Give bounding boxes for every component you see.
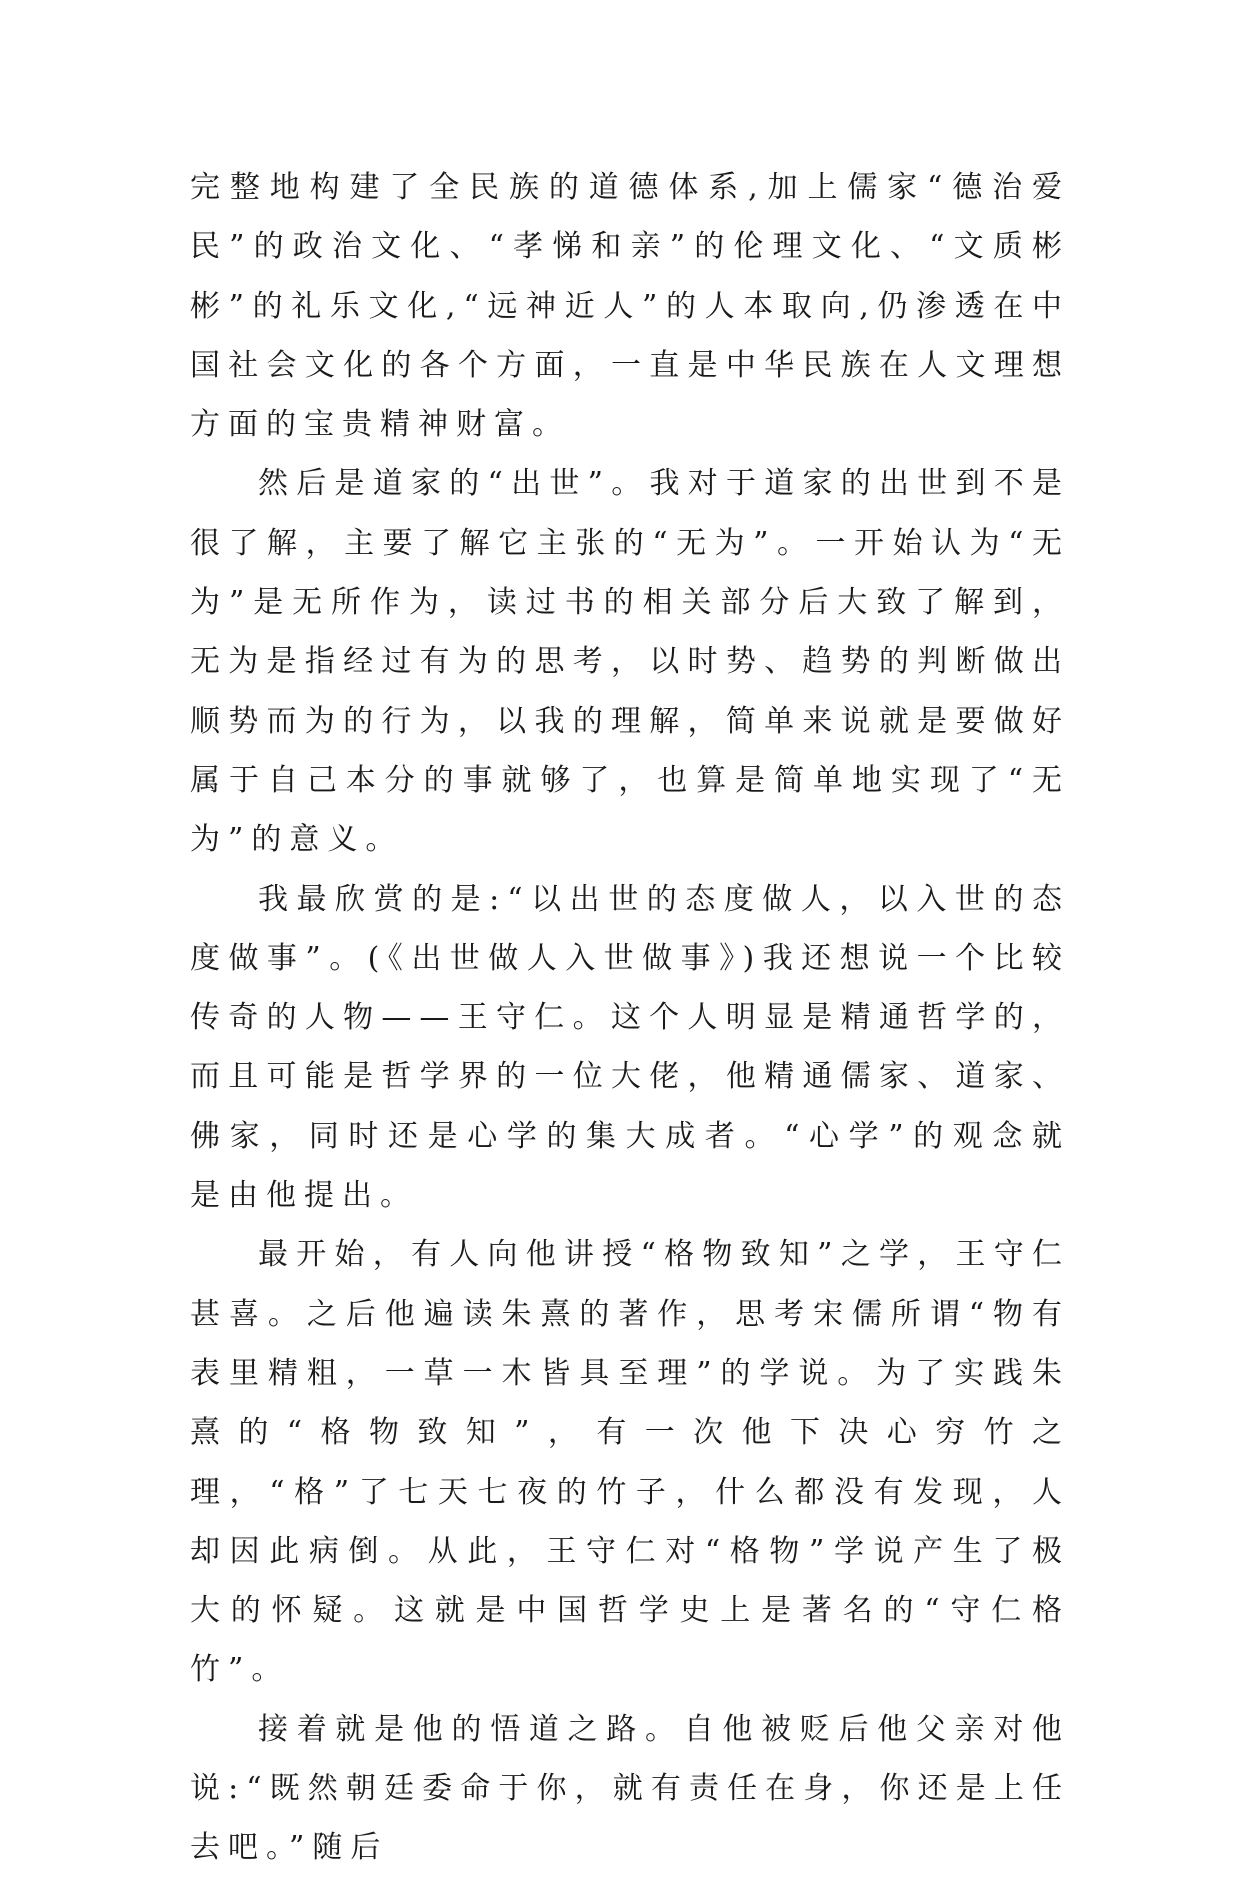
paragraph-1: 完整地构建了全民族的道德体系,加上儒家“德治爱民”的政治文化、“孝悌和亲”的伦理文化、“文质彬彬”的礼乐文化,“远神近人”的人本取向,仍渗透在中国社会文化的各个方面，一直是中华民族在人文理想方面的宝贵精神财富。 (190, 170, 1070, 443)
paragraph-4: 最开始，有人向他讲授“格物致知”之学，王守仁甚喜。之后他遍读朱熹的著作，思考宋儒所谓“物有表里精粗，一草一木皆具至理”的学说。为了实践朱熹的“格物致知”，有一次他下决心穷竹之理，“格”了七天七夜的竹子，什么都没有发现，人却因此病倒。从此，王守仁对“格物”学说产生了极大的怀疑。这就是中国哲学史上是著名的“守仁格竹”。 (190, 1237, 1070, 1688)
paragraph-2: 然后是道家的“出世”。我对于道家的出世到不是很了解，主要了解它主张的“无为”。一开始认为“无为”是无所作为，读过书的相关部分后大致了解到，无为是指经过有为的思考，以时势、趋势的判断做出顺势而为的行为，以我的理解，简单来说就是要做好属于自己本分的事就够了，也算是简单地实现了“无为”的意义。 (190, 466, 1070, 858)
document-body (190, 158, 1070, 1878)
paragraph-3: 我最欣赏的是:“以出世的态度做人，以入世的态度做事”。(《出世做人入世做事》)我还想说一个比较传奇的人物——王守仁。这个人明显是精通哲学的，而且可能是哲学界的一位大佬，他精通儒家、道家、佛家，同时还是心学的集大成者。“心学”的观念就是由他提出。 (190, 881, 1070, 1214)
paragraph-5: 接着就是他的悟道之路。自他被贬后他父亲对他说:“既然朝廷委命于你，就有责任在身，你还是上任去吧。”随后 (190, 1711, 1070, 1866)
